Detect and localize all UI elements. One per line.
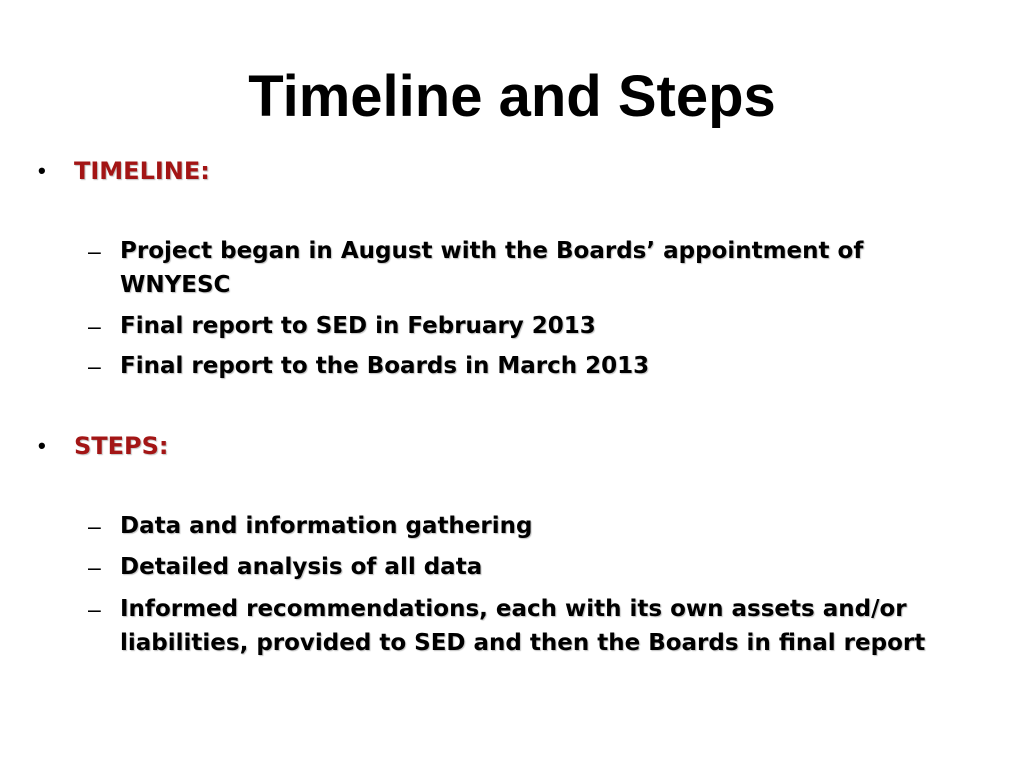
steps-item bbox=[88, 509, 968, 543]
dash-icon: – bbox=[88, 238, 101, 264]
dash-icon: – bbox=[88, 554, 101, 580]
steps-item-text: Data and information gathering bbox=[120, 513, 533, 539]
timeline-item-text: Final report to the Boards in March 2013 bbox=[120, 353, 650, 379]
timeline-item bbox=[88, 234, 968, 302]
steps-item bbox=[88, 592, 968, 660]
timeline-item-text: Project began in August with the Boards’ appointment of WNYESC bbox=[120, 238, 864, 298]
timeline-item bbox=[88, 309, 968, 343]
dash-icon: – bbox=[88, 596, 101, 622]
dash-icon: – bbox=[88, 313, 101, 339]
timeline-item bbox=[88, 349, 968, 383]
slide-title: Timeline and Steps bbox=[248, 64, 776, 129]
timeline-item-text: Final report to SED in February 2013 bbox=[120, 313, 596, 339]
section-label-steps: STEPS: bbox=[74, 432, 169, 460]
steps-item-text: Detailed analysis of all data bbox=[120, 554, 483, 580]
dash-icon: – bbox=[88, 513, 101, 539]
bullet-icon: • bbox=[38, 433, 46, 458]
bullet-icon: • bbox=[38, 158, 46, 183]
steps-item bbox=[88, 550, 968, 584]
dash-icon: – bbox=[88, 353, 101, 379]
section-label-timeline: TIMELINE: bbox=[74, 157, 210, 185]
steps-item-text: Informed recommendations, each with its own assets and/or liabilities, provided to SED and then the Boards in final report bbox=[120, 596, 926, 656]
